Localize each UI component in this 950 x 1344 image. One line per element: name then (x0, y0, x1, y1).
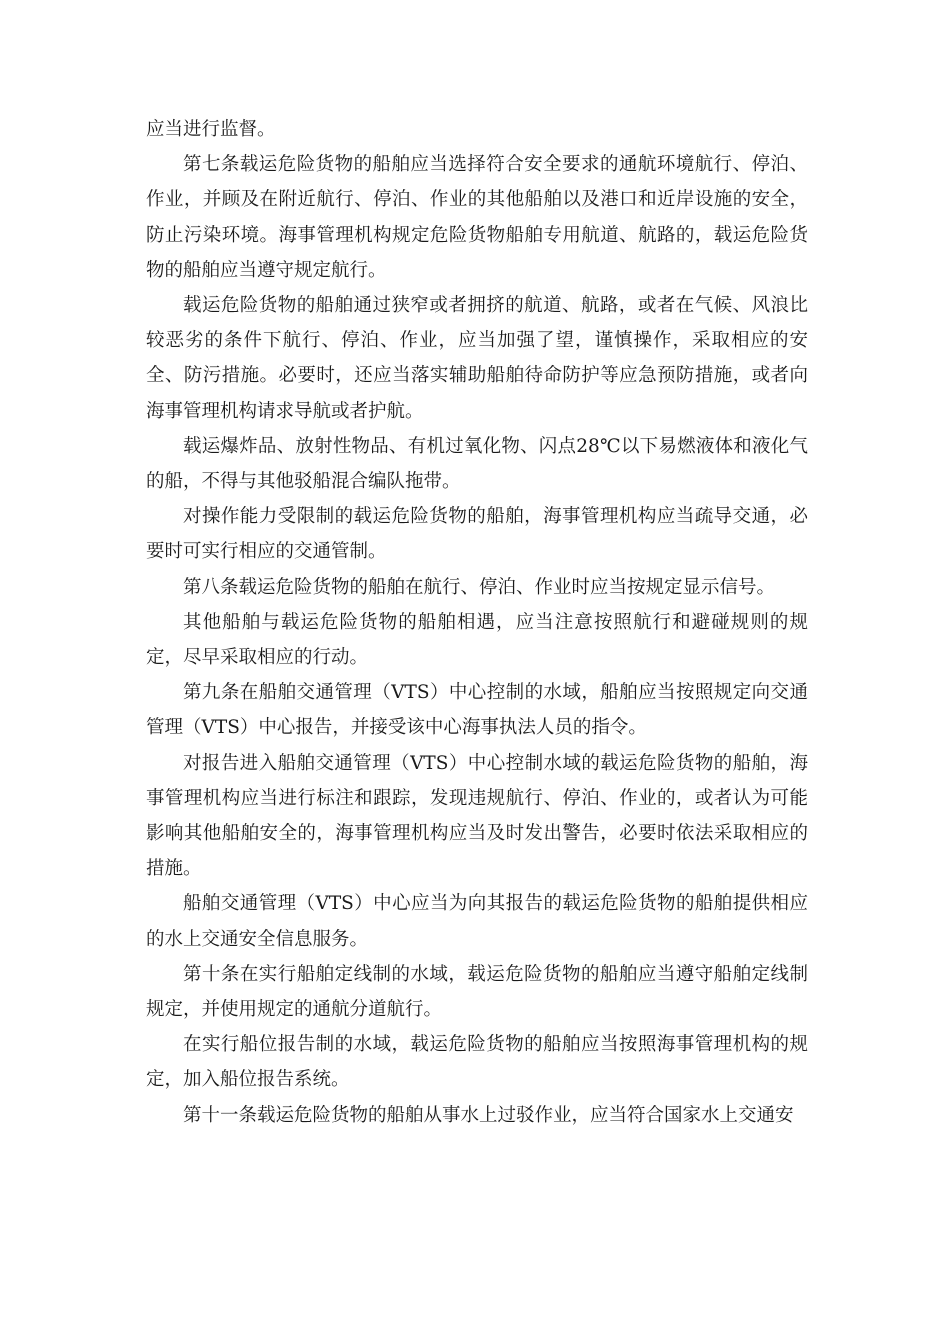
paragraph-explosives: 载运爆炸品、放射性物品、有机过氧化物、闪点28℃以下易燃液体和液化气的船，不得与其他驳船混合编队拖带。 (146, 435, 808, 493)
paragraph-restricted-ships: 对操作能力受限制的载运危险货物的船舶，海事管理机构应当疏导交通，必要时可实行相应的交通管制。 (146, 506, 808, 563)
paragraph-article-7: 第七条载运危险货物的船舶应当选择符合安全要求的通航环境航行、停泊、作业，并顾及在附近航行、停泊、作业的其他船舶以及港口和近岸设施的安全，防止污染环境。海事管理机构规定危险货物船舶专用航道、航路的，载运危险货物的船舶应当遵守规定航行。 (146, 154, 808, 281)
paragraph-vts-tracking: 对报告进入船舶交通管理（VTS）中心控制水域的载运危险货物的船舶，海事管理机构应当进行标注和跟踪，发现违规航行、停泊、作业的，或者认为可能影响其他船舶安全的，海事管理机构应当及时发出警告，必要时依法采取相应的措施。 (146, 752, 808, 880)
paragraph-article-11: 第十一条载运危险货物的船舶从事水上过驳作业，应当符合国家水上交通安 (183, 1104, 794, 1126)
paragraph-article-9: 第九条在船舶交通管理（VTS）中心控制的水域，船舶应当按照规定向交通管理（VTS）中心报告，并接受该中心海事执法人员的指令。 (146, 682, 808, 739)
paragraph-narrow-channel: 载运危险货物的船舶通过狭窄或者拥挤的航道、航路，或者在气候、风浪比较恶劣的条件下航行、停泊、作业，应当加强了望，谨慎操作，采取相应的安全、防污措施。必要时，还应当落实辅助船舶待命防护等应急预防措施，或者向海事管理机构请求导航或者护航。 (146, 295, 808, 422)
paragraph-other-ships: 其他船舶与载运危险货物的船舶相遇，应当注意按照航行和避碰规则的规定，尽早采取相应的行动。 (146, 611, 808, 669)
document-body (146, 112, 808, 1133)
paragraph-article-8: 第八条载运危险货物的船舶在航行、停泊、作业时应当按规定显示信号。 (183, 576, 776, 598)
paragraph-vts-service: 船舶交通管理（VTS）中心应当为向其报告的载运危险货物的船舶提供相应的水上交通安全信息服务。 (146, 893, 808, 950)
paragraph-article-10: 第十条在实行船舶定线制的水域，载运危险货物的船舶应当遵守船舶定线制规定，并使用规定的通航分道航行。 (146, 963, 808, 1021)
paragraph-continuation: 应当进行监督。 (146, 119, 276, 140)
paragraph-position-report: 在实行船位报告制的水域，载运危险货物的船舶应当按照海事管理机构的规定，加入船位报告系统。 (146, 1034, 808, 1091)
